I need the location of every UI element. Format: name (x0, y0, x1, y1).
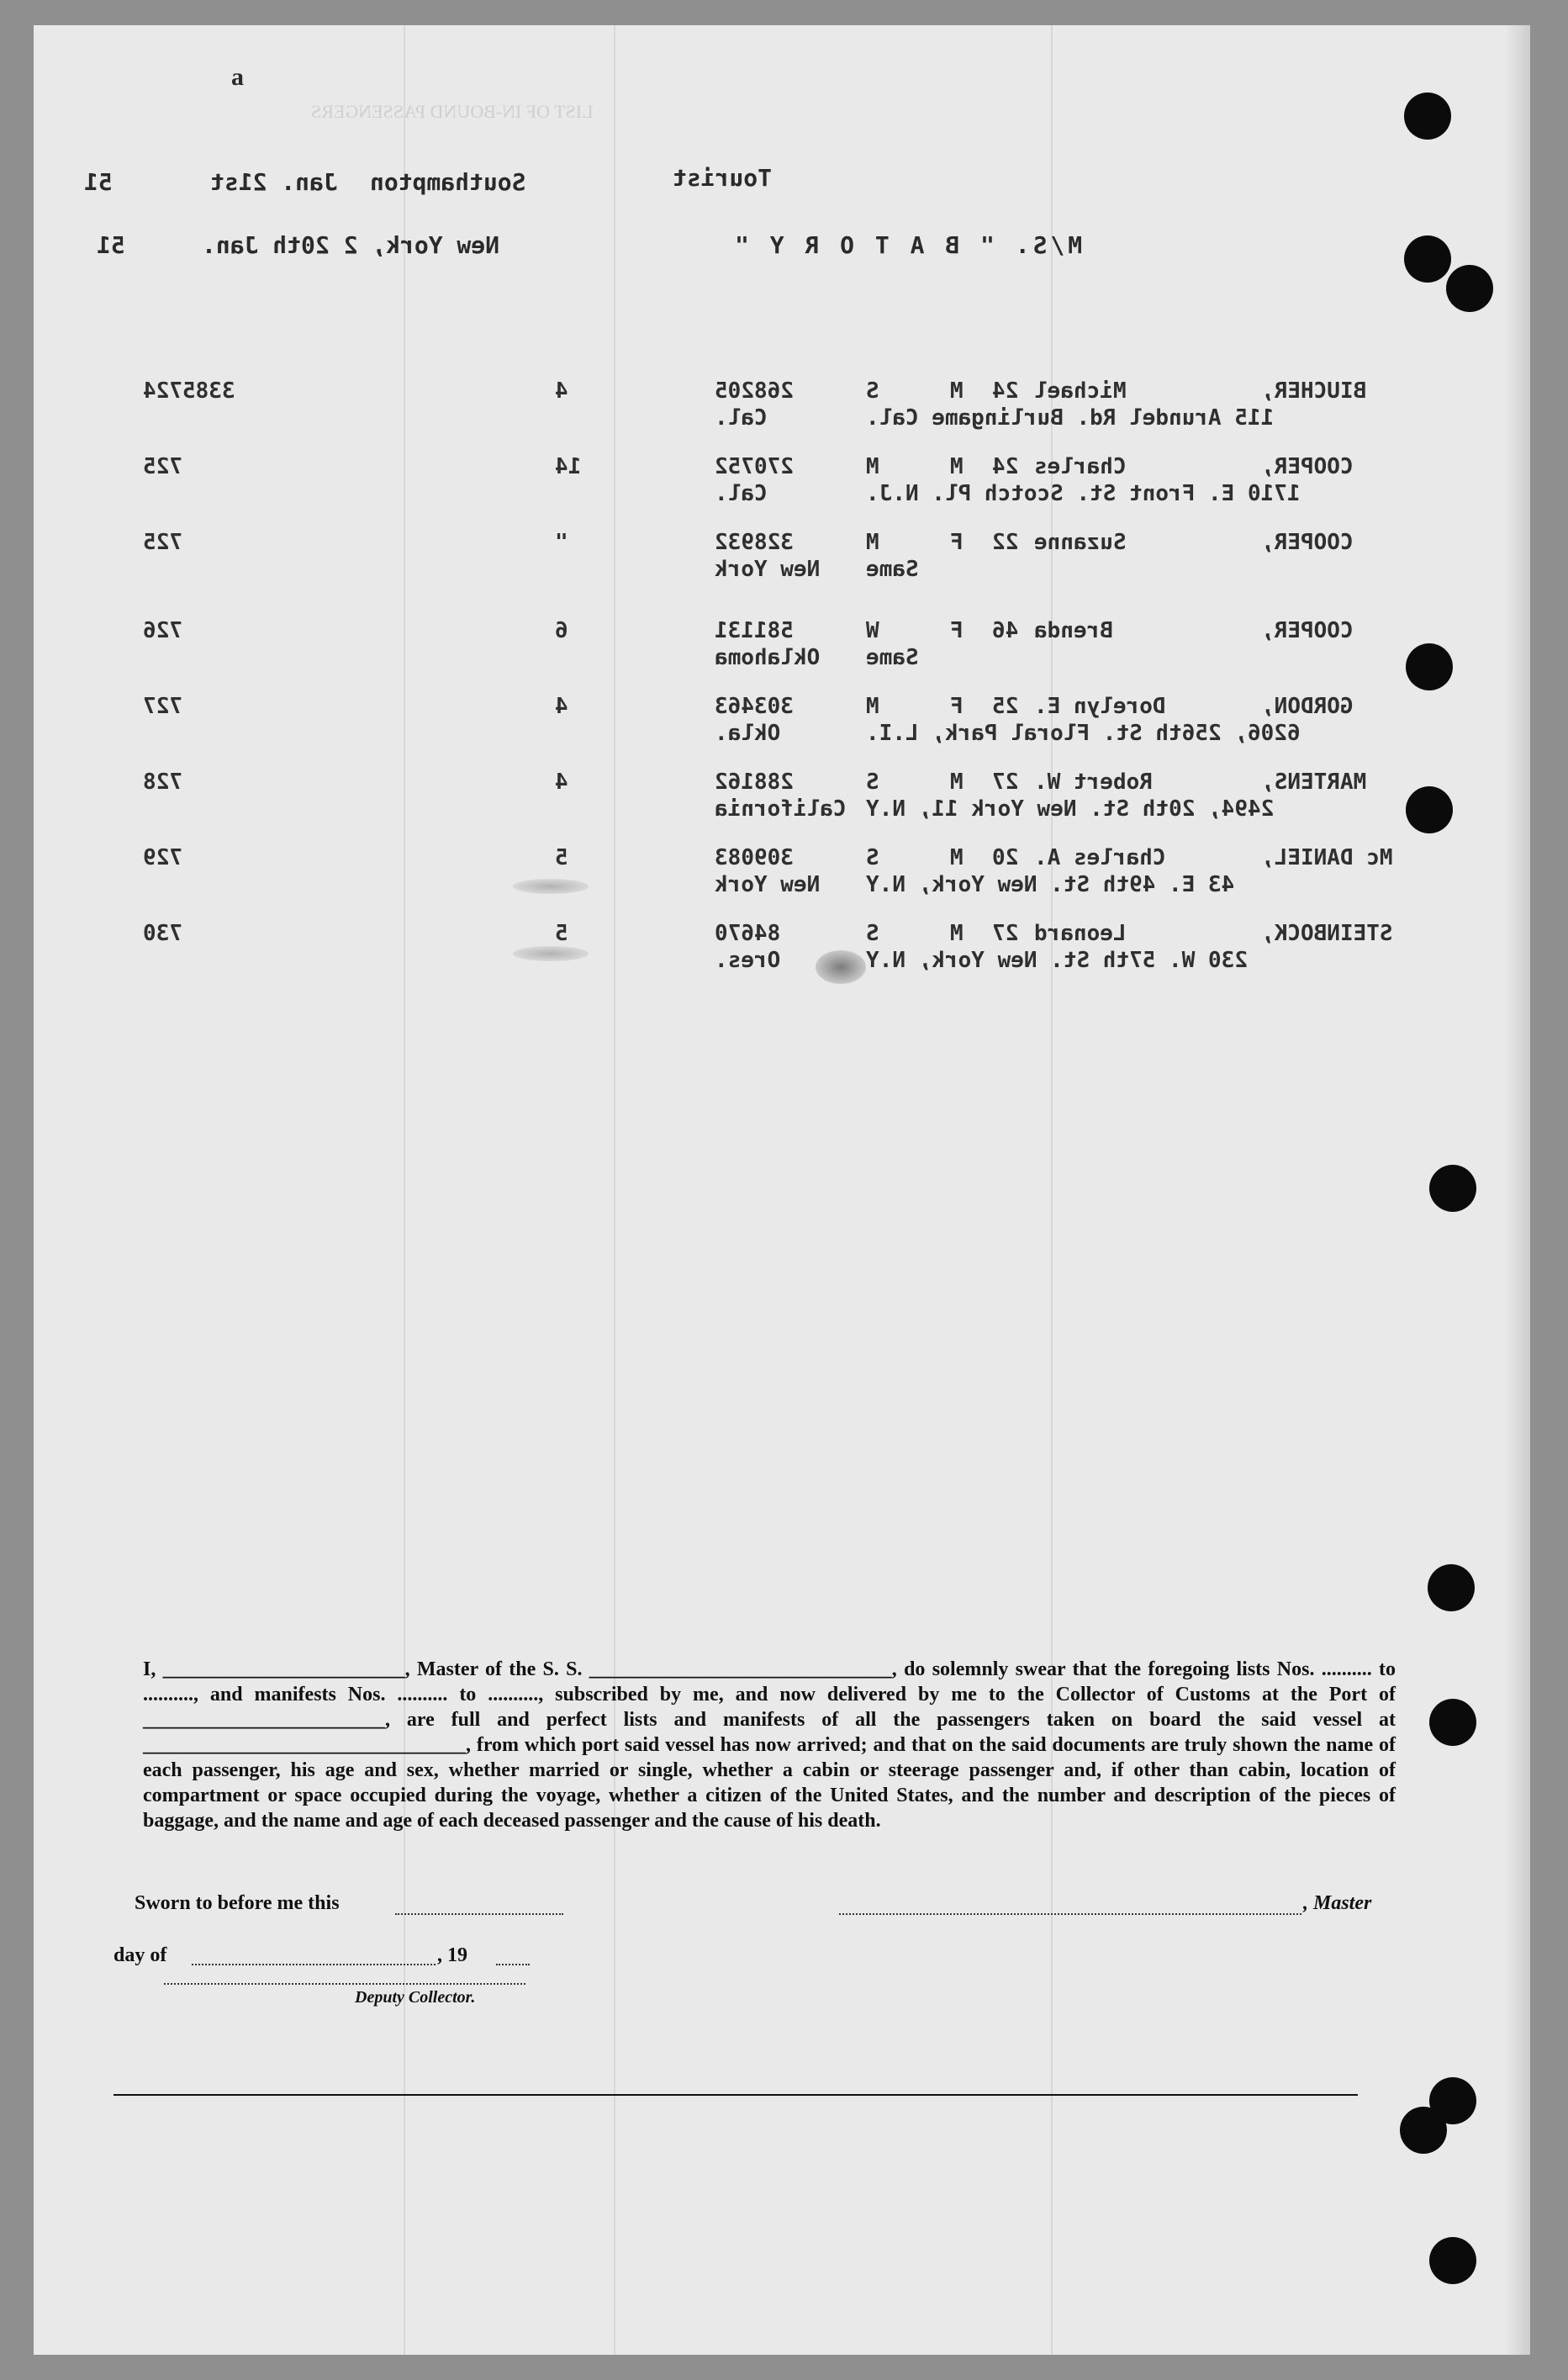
header-destination: New York, 2 20th Jan. (202, 231, 500, 259)
passenger-list-number: 729 (143, 845, 182, 870)
passenger-state: New York (715, 557, 821, 582)
passenger-entry (143, 378, 1421, 437)
passenger-status: S (866, 378, 879, 404)
passenger-state: Oklahoma (715, 645, 821, 670)
passenger-doc-number: 84670 (715, 921, 781, 946)
passenger-bags: 5 (555, 845, 568, 870)
deputy-collector-label: Deputy Collector. (355, 1988, 476, 2007)
passenger-list-number: 725 (143, 530, 182, 555)
faint-form-heading: LIST OF IN-BOUND PASSENGERS (311, 101, 594, 122)
passenger-age: 24 (992, 378, 1019, 404)
passenger-bags: " (555, 530, 568, 555)
passenger-sex: M (950, 378, 964, 404)
passenger-given-name: Charles (1034, 454, 1127, 479)
master-oath-text: I, ________________________, Master of the S. S. ______________________________, do solemnly swear that the foregoing lists Nos. .......... to .........., and manifests Nos. .......... to .........., subscribed by me, and now delivered by me to the Collector of Customs at the Port of ________________________, are full and perfect lists and manifests of all the passengers taken on board the said vessel at ________________________________, from which port said vessel has now arrived; and that on the said documents are truly shown the name of each passenger, his age and sex, whether married or single, whether a cabin or steerage passenger and, if other than cabin, location of compartment or space occupied during the voyage, whether a citizen of the United States, and the number and description of the pieces of baggage, and the name and age of each deceased passenger and the cause of his death. (143, 1658, 1396, 1832)
passenger-address: 6206, 256th St. Floral Park, L.I. (866, 721, 1301, 746)
header-date: Jan. 21st (210, 168, 338, 196)
passenger-given-name: Brenda (1034, 618, 1113, 643)
passenger-given-name: Suzanne (1034, 530, 1127, 555)
ink-smudge (513, 946, 589, 961)
passenger-status: W (866, 618, 879, 643)
passenger-sex: F (950, 694, 964, 719)
passenger-bags: 5 (555, 921, 568, 946)
passenger-doc-number: 270752 (715, 454, 794, 479)
passenger-status: M (866, 454, 879, 479)
passenger-list-number: 728 (143, 770, 182, 795)
passenger-entry (143, 845, 1421, 904)
passenger-surname: STEINBOCK, (1261, 921, 1393, 946)
passenger-state: Ores. (715, 948, 781, 973)
binder-hole (1428, 1564, 1475, 1611)
binder-hole (1404, 93, 1451, 140)
passenger-address: Same (866, 557, 919, 582)
passenger-given-name: Charles A. (1034, 845, 1166, 870)
passenger-doc-number: 309083 (715, 845, 794, 870)
binder-hole (1429, 2237, 1476, 2284)
passenger-surname: GORDON, (1261, 694, 1354, 719)
day-of-label: day of (114, 1944, 167, 1966)
passenger-list-number: 726 (143, 618, 182, 643)
passenger-doc-number: 268205 (715, 378, 794, 404)
page-mark: a (231, 63, 244, 91)
passenger-address: 1710 E. Front St. Scotch Pl. N.J. (866, 481, 1301, 506)
passenger-state: Okla. (715, 721, 781, 746)
passenger-doc-number: 328932 (715, 530, 794, 555)
ink-smudge (513, 879, 589, 894)
passenger-list-number: 725 (143, 454, 182, 479)
passenger-address: 2494, 20th St. New York 11, N.Y (866, 796, 1275, 822)
deputy-signature-line (164, 1983, 525, 1985)
passenger-bags: 4 (555, 378, 568, 404)
passenger-surname: COOPER, (1261, 454, 1354, 479)
passenger-list-number: 727 (143, 694, 182, 719)
column-rule (614, 25, 615, 2355)
passenger-entry (143, 694, 1421, 753)
year-line (496, 1964, 530, 1965)
passenger-surname: BIUCHER, (1261, 378, 1367, 404)
passenger-age: 24 (992, 454, 1019, 479)
passenger-sex: M (950, 845, 964, 870)
header-port: Southampton (370, 168, 526, 196)
passenger-surname: COOPER, (1261, 618, 1354, 643)
sworn-label: Sworn to before me this (135, 1892, 340, 1914)
manifest-sheet (34, 25, 1530, 2355)
passenger-given-name: Leonard (1034, 921, 1127, 946)
passenger-state: California (715, 796, 847, 822)
header-class: Tourist (673, 164, 773, 192)
passenger-surname: COOPER, (1261, 530, 1354, 555)
day-of-line (192, 1964, 436, 1965)
passenger-state: New York (715, 872, 821, 897)
passenger-status: M (866, 694, 879, 719)
passenger-entry (143, 770, 1421, 828)
passenger-list-number: 730 (143, 921, 182, 946)
binder-hole (1429, 1165, 1476, 1212)
passenger-surname: Mc DANIEL, (1261, 845, 1393, 870)
passenger-status: S (866, 921, 879, 946)
master-label: , Master (1303, 1892, 1372, 1914)
passenger-given-name: Robert W. (1034, 770, 1153, 795)
passenger-age: 27 (992, 921, 1019, 946)
passenger-sex: M (950, 454, 964, 479)
passenger-age: 20 (992, 845, 1019, 870)
passenger-age: 46 (992, 618, 1019, 643)
passenger-age: 25 (992, 694, 1019, 719)
passenger-bags: 14 (555, 454, 582, 479)
header-number: 51 (84, 168, 113, 196)
binder-hole (1429, 1699, 1476, 1746)
passenger-age: 22 (992, 530, 1019, 555)
page-edge-shadow (1505, 25, 1530, 2355)
passenger-status: M (866, 530, 879, 555)
column-rule (1051, 25, 1053, 2355)
passenger-given-name: Dorelyn E. (1034, 694, 1166, 719)
passenger-bags: 4 (555, 770, 568, 795)
binder-hole (1400, 2107, 1447, 2154)
passenger-doc-number: 288162 (715, 770, 794, 795)
passenger-list-number: 3385724 (143, 378, 235, 404)
passenger-address: 230 W. 57th St. New York, N.Y (866, 948, 1248, 973)
passenger-state: Cal. (715, 481, 768, 506)
sworn-date-line (395, 1913, 563, 1915)
passenger-state: Cal. (715, 405, 768, 431)
passenger-bags: 6 (555, 618, 568, 643)
passenger-surname: MARTENS, (1261, 770, 1367, 795)
passenger-sex: M (950, 770, 964, 795)
binder-hole (1404, 235, 1451, 283)
bottom-rule (114, 2094, 1358, 2096)
header-ship: M/S. " B A T O R Y " (731, 231, 1083, 259)
binder-hole (1446, 265, 1493, 312)
passenger-status: S (866, 845, 879, 870)
passenger-bags: 4 (555, 694, 568, 719)
passenger-address: Same (866, 645, 919, 670)
passenger-sex: F (950, 618, 964, 643)
passenger-sex: M (950, 921, 964, 946)
passenger-status: S (866, 770, 879, 795)
master-signature-line (839, 1913, 1301, 1915)
passenger-entry (143, 530, 1421, 589)
year-label: , 19 (437, 1944, 467, 1966)
passenger-address: 43 E. 49th St. New York, N.Y (866, 872, 1235, 897)
ink-smudge (816, 950, 866, 984)
passenger-entry (143, 618, 1421, 677)
passenger-age: 27 (992, 770, 1019, 795)
passenger-doc-number: 303463 (715, 694, 794, 719)
passenger-entry (143, 921, 1421, 980)
header-number-2: 51 (97, 231, 125, 259)
passenger-address: 115 Arundel Rd. Burlingame Cal. (866, 405, 1275, 431)
passenger-given-name: Michael (1034, 378, 1127, 404)
passenger-entry (143, 454, 1421, 513)
passenger-doc-number: 581131 (715, 618, 794, 643)
passenger-sex: F (950, 530, 964, 555)
